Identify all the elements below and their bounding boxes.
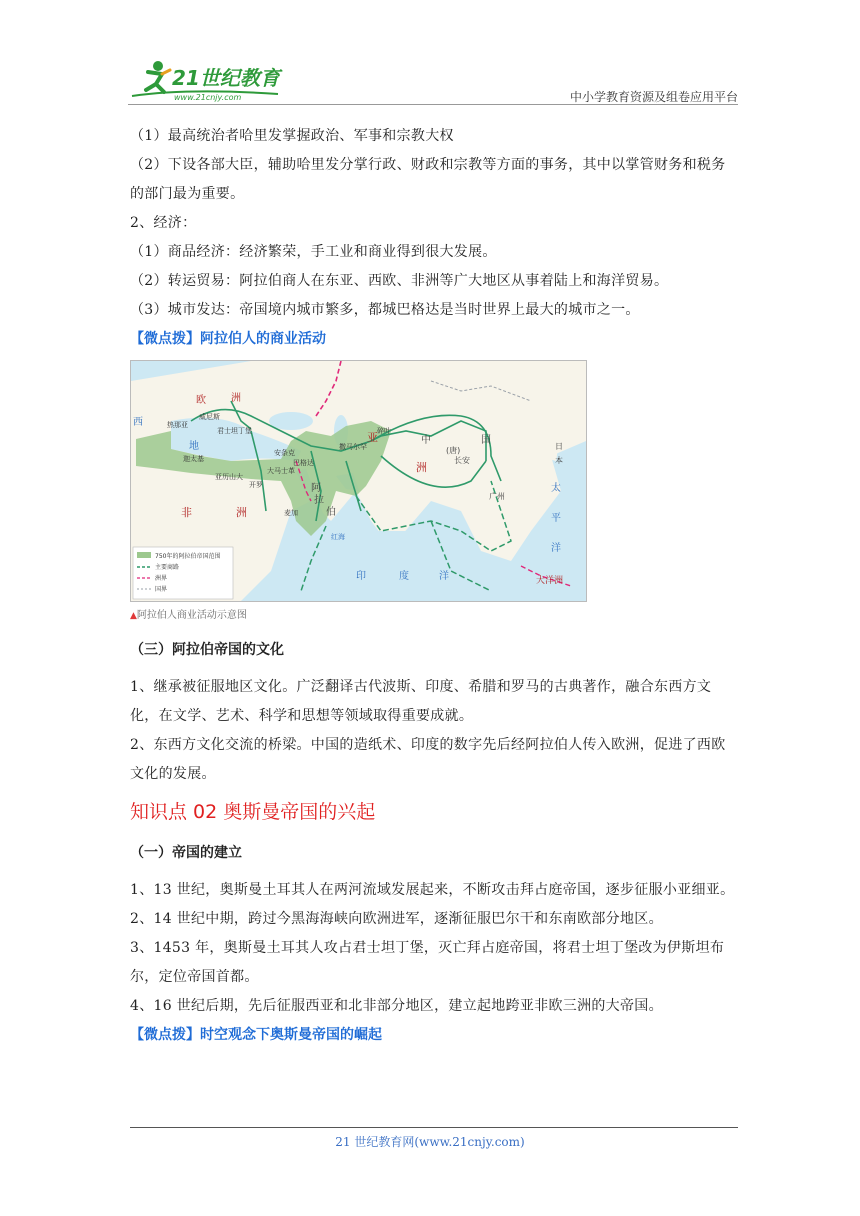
logo-url: www.21cnjy.com (174, 93, 242, 102)
svg-text:平: 平 (551, 513, 561, 524)
svg-text:红海: 红海 (331, 533, 345, 541)
svg-text:主要商路: 主要商路 (155, 564, 180, 571)
map-legend (133, 547, 233, 599)
svg-text:洲: 洲 (416, 461, 427, 474)
paragraph: 1、13 世纪，奥斯曼土耳其人在两河流域发展起来，不断攻击拜占庭帝国，逐步征服小亚细亚。 (130, 882, 735, 898)
svg-text:日: 日 (555, 442, 563, 451)
svg-text:欧: 欧 (196, 395, 206, 406)
paragraph: 4、16 世纪后期，先后征服西亚和北非部分地区，建立起地跨亚非欧三洲的大帝国。 (130, 998, 663, 1014)
svg-text:国界: 国界 (155, 586, 168, 593)
page-footer: 21 世纪教育网(www.21cnjy.com) (335, 1135, 525, 1149)
document-body (130, 122, 735, 1050)
paragraph: （2）转运贸易：阿拉伯商人在东亚、西欧、非洲等广大地区从事着陆上和海洋贸易。 (130, 273, 669, 289)
svg-text:君士坦丁堡: 君士坦丁堡 (217, 427, 252, 435)
section-heading: （三）阿拉伯帝国的文化 (130, 642, 284, 658)
svg-text:拉: 拉 (314, 495, 324, 506)
svg-text:亚历山大: 亚历山大 (215, 473, 243, 481)
paragraph: （1）商品经济：经济繁荣，手工业和商业得到很大发展。 (130, 244, 497, 260)
svg-text:地: 地 (189, 441, 199, 452)
header-divider (128, 104, 738, 105)
svg-text:撒马尔罕: 撒马尔罕 (339, 443, 367, 451)
svg-text:巴格达: 巴格达 (293, 459, 314, 467)
svg-text:洲: 洲 (236, 506, 247, 519)
map-caption: ▲阿拉伯人商业活动示意图 (130, 610, 247, 621)
section-heading: （一）帝国的建立 (130, 845, 242, 861)
svg-text:非: 非 (181, 506, 192, 519)
svg-text:大洋洲: 大洋洲 (536, 576, 564, 586)
svg-text:洲界: 洲界 (155, 575, 168, 582)
svg-text:热那亚: 热那亚 (167, 421, 188, 429)
svg-text:麦加: 麦加 (284, 509, 298, 517)
page-header (128, 58, 738, 104)
paragraph: 2、经济： (130, 215, 197, 231)
svg-text:安条克: 安条克 (274, 449, 295, 457)
svg-text:太: 太 (551, 483, 561, 494)
svg-text:迦太基: 迦太基 (183, 455, 204, 463)
paragraph: 2、14 世纪中期，跨过今黑海海峡向欧洲进军，逐渐征服巴尔干和东南欧部分地区。 (130, 911, 663, 927)
paragraph: （3）城市发达：帝国境内城市繁多，都城巴格达是当时世界上最大的城市之一。 (130, 302, 640, 318)
svg-text:广州: 广州 (489, 492, 505, 501)
site-logo (128, 58, 288, 102)
svg-text:大马士革: 大马士革 (267, 467, 295, 475)
knowledge-point-title: 知识点 02 奥斯曼帝国的兴起 (130, 801, 376, 823)
svg-text:750年的阿拉伯帝国范围: 750年的阿拉伯帝国范围 (155, 553, 221, 560)
svg-text:中: 中 (421, 435, 431, 446)
svg-text:洋: 洋 (551, 543, 561, 554)
paragraph: （1）最高统治者哈里发掌握政治、军事和宗教大权 (130, 128, 454, 144)
svg-text:西: 西 (133, 417, 143, 428)
paragraph: （2）下设各部大臣，辅助哈里发分掌行政、财政和宗教等方面的事务，其中以掌管财务和税务的部门最为重要。 (130, 157, 726, 202)
svg-text:伯: 伯 (326, 507, 336, 518)
paragraph: 2、东西方文化交流的桥梁。中国的造纸术、印度的数字先后经阿拉伯人传入欧洲，促进了西欧文化的发展。 (130, 737, 726, 782)
svg-text:(唐): (唐) (446, 446, 461, 455)
arab-trade-map (130, 360, 587, 602)
paragraph: 3、1453 年，奥斯曼土耳其人攻占君士坦丁堡，灭亡拜占庭帝国，将君士坦丁堡改为伊斯坦布尔，定位帝国首都。 (130, 940, 725, 985)
svg-text:长安: 长安 (454, 456, 470, 465)
footer-divider (130, 1127, 738, 1128)
svg-text:国: 国 (481, 435, 491, 446)
paragraph: 1、继承被征服地区文化。广泛翻译古代波斯、印度、希腊和罗马的古典著作，融合东西方文化，在文学、艺术、科学和思想等领域取得重要成就。 (130, 679, 712, 724)
svg-text:亚: 亚 (367, 431, 378, 444)
tip-heading: 【微点拨】阿拉伯人的商业活动 (130, 331, 326, 347)
svg-text:印: 印 (356, 571, 366, 582)
platform-name: 中小学教育资源及组卷应用平台 (569, 90, 738, 104)
svg-text:威尼斯: 威尼斯 (199, 413, 220, 421)
svg-text:度: 度 (399, 571, 409, 582)
tip-heading: 【微点拨】时空观念下奥斯曼帝国的崛起 (130, 1027, 382, 1043)
svg-text:本: 本 (555, 456, 563, 465)
map-figure (131, 361, 586, 601)
svg-text:阿: 阿 (311, 483, 321, 494)
svg-text:洋: 洋 (439, 571, 449, 582)
svg-text:开罗: 开罗 (249, 481, 263, 489)
svg-text:洲: 洲 (231, 393, 241, 404)
svg-text:碎叶: 碎叶 (377, 427, 391, 435)
logo-text: 21世纪教育 (172, 66, 280, 90)
triangle-icon: ▲ (130, 611, 137, 621)
